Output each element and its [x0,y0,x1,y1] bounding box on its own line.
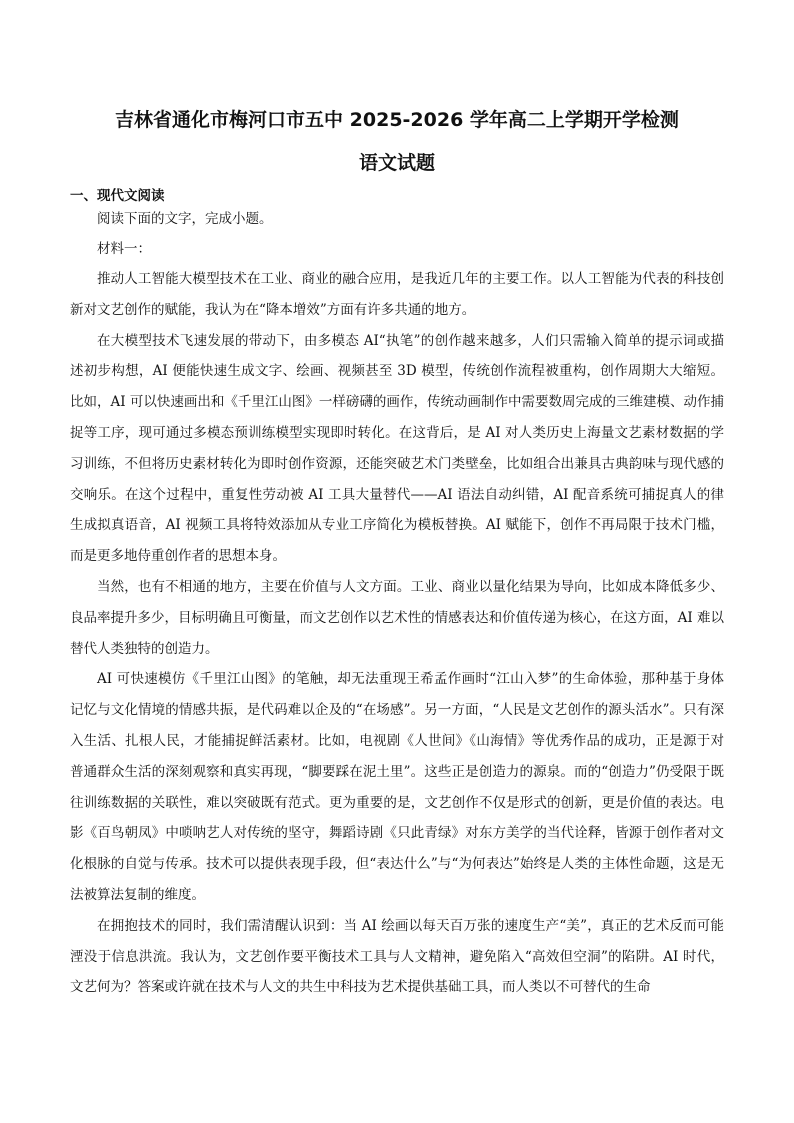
paragraph: 推动人工智能大模型技术在工业、商业的融合应用，是我近几年的主要工作。以人工智能为代表的科技创新对文艺创作的赋能，我认为在“降本增效”方面有许多共通的地方。 [70,271,724,318]
paragraph: AI 可快速模仿《千里江山图》的笔触，却无法重现王希孟作画时“江山入梦”的生命体验，那种基于身体记忆与文化情境的情感共振，是代码难以企及的“在场感”。另一方面，“人民是文艺创作的源头活水”。只有深入生活、扎根人民，才能捕捉鲜活素材。比如，电视剧《人世间》《山海情》等优秀作品的成功，正是源于对普通群众生活的深刻观察和真实再现，“脚要踩在泥土里”。这些正是创造力的源泉。而的“创造力”仍受限于既往训练数据的关联性，难以突破既有范式。更为重要的是，文艺创作不仅是形式的创新，更是价值的表达。电影《百鸟朝凤》中唢呐艺人对传统的坚守，舞蹈诗剧《只此青绿》对东方美学的当代诠释，皆源于创作者对文化根脉的自觉与传承。技术可以提供表现手段，但“表达什么”与“为何表达”始终是人类的主体性命题，这是无法被算法复制的维度。 [70,671,724,903]
passage-body [70,204,724,1003]
paragraph: 在大模型技术飞速发展的带动下，由多模态 AI“执笔”的创作越来越多，人们只需输入简单的提示词或描述初步构想，AI 便能快速生成文字、绘画、视频甚至 3D 模型，传统创作流程被重构，创作周期大大缩短。比如，AI 可以快速画出和《千里江山图》一样磅礴的画作，传统动画制作中需要数周完成的三维建模、动作捕捉等工序，现可通过多模态预训练模型实现即时转化。在这背后，是 AI 对人类历史上海量文艺素材数据的学习训练，不但将历史素材转化为即时创作资源，还能突破艺术门类壁垒，比如组合出兼具古典韵味与现代感的交响乐。在这个过程中，重复性劳动被 AI 工具大量替代——AI 语法自动纠错，AI 配音系统可捕捉真人的律生成拟真语音，AI 视频工具将特效添加从专业工序简化为模板替换。AI 赋能下，创作不再局限于技术门槛，而是更多地侍重创作者的思想本身。 [70,332,724,565]
section-heading: 一、现代文阅读 [70,188,165,204]
document-title: 吉林省通化市梅河口市五中 2025-2026 学年高二上学期开学检测 [115,109,679,131]
material-label: 材料一： [97,241,151,257]
document-subtitle: 语文试题 [358,152,435,174]
paragraph: 在拥抱技术的同时，我们需清醒认识到：当 AI 绘画以每天百万张的速度生产“美”，真正的艺术反而可能湮没于信息洪流。我认为，文艺创作要平衡技术工具与人文精神，避免陷入“高效但空洞”的陷阱。AI 时代，文艺何为？答案或许就在技术与人文的共生中科技为艺术提供基础工具，而人类以不可替代的生命 [70,917,724,996]
instruction-text: 阅读下面的文字，完成小题。 [97,211,273,227]
paragraph: 当然，也有不相通的地方，主要在价值与人文方面。工业、商业以量化结果为导向，比如成本降低多少、良品率提升多少，目标明确且可衡量，而文艺创作以艺术性的情感表达和价值传递为核心，在这方面，AI 难以替代人类独特的创造力。 [70,578,724,657]
